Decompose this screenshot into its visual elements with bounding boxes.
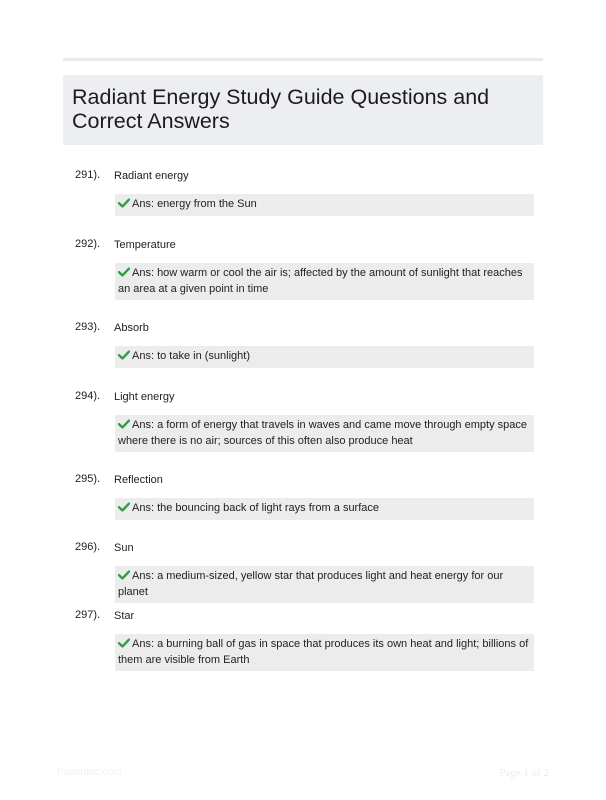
answer-box (115, 566, 534, 603)
question-number: 296). (75, 541, 101, 553)
page-title: Radiant Energy Study Guide Questions and Correct Answers (72, 85, 490, 133)
question-term: Light energy (114, 391, 175, 403)
title-banner (63, 75, 543, 145)
question-term: Star (114, 610, 135, 622)
question-number: 297). (75, 609, 101, 621)
footer-site-watermark: Papertbtc.com (57, 767, 122, 778)
question-term: Radiant energy (114, 170, 189, 182)
answer-text: Ans: a medium-sized, yellow star that produces light and heat energy for our planet (118, 570, 504, 598)
answer-text: Ans: the bouncing back of light rays from a surface (132, 502, 380, 514)
answer-text: Ans: a burning ball of gas in space that produces its own heat and light; billions of them are visible from Earth (118, 638, 529, 666)
question-number: 292). (75, 238, 101, 250)
answer-box (115, 415, 534, 452)
check-icon (118, 638, 130, 648)
check-icon (118, 267, 130, 277)
question-term: Reflection (114, 474, 163, 486)
answer-box (115, 194, 534, 216)
check-icon (118, 570, 130, 580)
answer-text: Ans: energy from the Sun (132, 198, 257, 210)
answer-box (115, 498, 534, 520)
check-icon (118, 350, 130, 360)
question-number: 291). (75, 169, 101, 181)
top-divider (63, 58, 543, 61)
page-number: Page 1 of 2 (499, 767, 549, 779)
answer-box (115, 263, 534, 300)
question-number: 295). (75, 473, 101, 485)
check-icon (118, 419, 130, 429)
question-number: 293). (75, 321, 101, 333)
answer-text: Ans: how warm or cool the air is; affected by the amount of sunlight that reaches an area at a given point in time (118, 267, 523, 295)
check-icon (118, 502, 130, 512)
question-number: 294). (75, 390, 101, 402)
question-term: Sun (114, 542, 134, 554)
question-term: Temperature (114, 239, 176, 251)
answer-box (115, 634, 534, 671)
answer-text: Ans: to take in (sunlight) (132, 350, 251, 362)
check-icon (118, 198, 130, 208)
question-term: Absorb (114, 322, 149, 334)
answer-text: Ans: a form of energy that travels in waves and came move through empty space where there is no air; sources of this often also produce heat (118, 419, 527, 447)
answer-box (115, 346, 534, 368)
